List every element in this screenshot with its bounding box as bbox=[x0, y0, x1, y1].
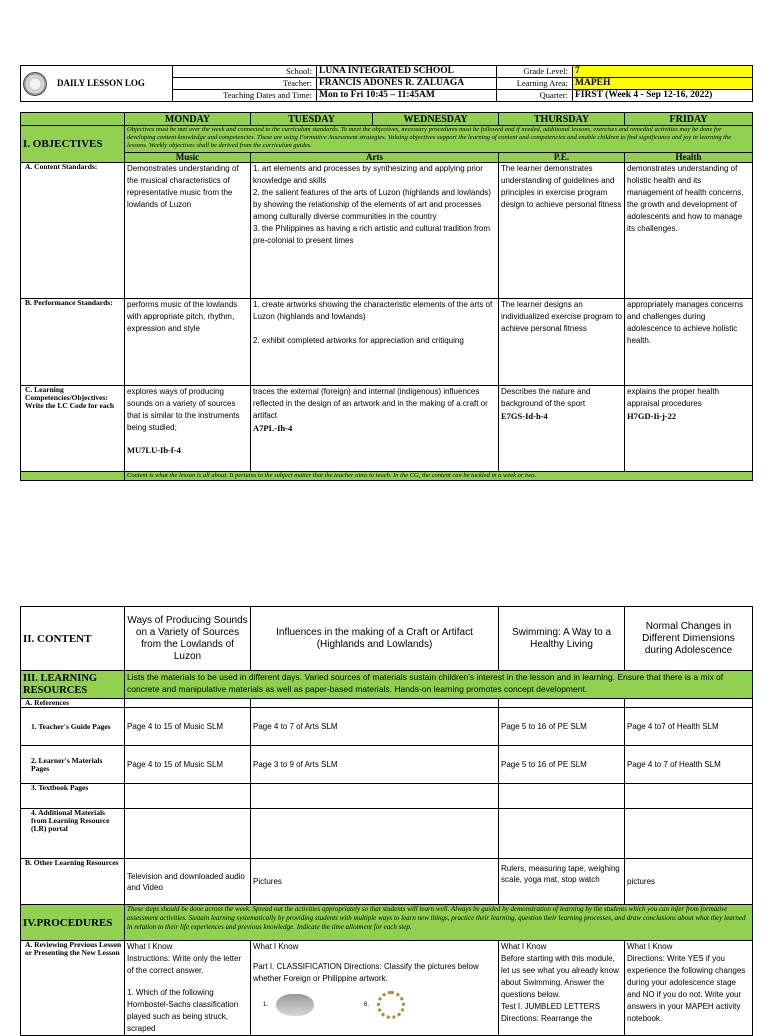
header-table bbox=[20, 65, 753, 102]
proc-music: What I Know Instructions: Write only the letter of the correct answer. 1. Which of the following Hornbostel-Sachs classification played such as being struck, scraped bbox=[125, 941, 251, 1036]
day-thursday: THURSDAY bbox=[499, 113, 625, 126]
clay-pot-icon bbox=[276, 994, 314, 1016]
textbook-pages-label: 3. Textbook Pages bbox=[21, 784, 125, 809]
reviewing-lesson-label: A. Reviewing Previous Lesson or Presenting the New Lesson bbox=[21, 941, 125, 1036]
teachers-guide-label: 1. Teacher's Guide Pages bbox=[21, 708, 125, 746]
school-label: School: bbox=[173, 66, 317, 78]
subject-music: Music bbox=[125, 153, 251, 163]
lm-health: Page 4 to 7 of Health SLM bbox=[625, 746, 753, 784]
proc-health: What I Know Directions: Write YES if you experience the following changes during your adolescence stage and NO if you do not. Write your answers in your MAPEH activity notebook. bbox=[625, 941, 753, 1036]
performance-standards-label: B. Performance Standards: bbox=[21, 299, 125, 386]
lm-pe: Page 5 to 16 of PE SLM bbox=[499, 746, 625, 784]
necklace-icon bbox=[377, 991, 405, 1019]
tg-music: Page 4 to 15 of Music SLM bbox=[125, 708, 251, 746]
procedures-note: These steps should be done across the week. Spread out the activities appropriately so that students will learn well. Always be guided by demonstration of learning by the students which you can infer from formative assessment activities. Sustain learning systematically by providing students with multiple ways to learn new things, practice their learning, question their learning processes, and draw conclusions about what they learned in relation to their life experiences and previous knowledge. Indicate the time allotment for each step. bbox=[125, 905, 753, 941]
resources-note: Lists the materials to be used in different days. Varied sources of materials sustain children's interest in the lesson and in learning. Ensure that there is a mix of concrete and manipulative materials as well as paper-based materials. Hands-on learning promotes concept development. bbox=[125, 671, 753, 699]
proc-pe: What I Know Before starting with this module, let us see what you already know about Swimming. Answer the questions below. Test I. JUMBLED LETTERS Directions: Rearrange the bbox=[499, 941, 625, 1036]
day-friday: FRIDAY bbox=[625, 113, 753, 126]
grade-value: 7 bbox=[573, 66, 753, 78]
grade-label: Grade Level: bbox=[497, 66, 573, 78]
cs-health: demonstrates understanding of holistic health and its management of health concerns, the growth and development of adolescents and how to manage its challenges. bbox=[625, 163, 753, 299]
content-note: Content is what the lesson is all about. It pertains to the subject matter that the teacher aims to teach. In the CG, the content can be tackled in a week or two. bbox=[125, 472, 753, 481]
proc-arts: What I Know Part I. CLASSIFICATION Directions: Classify the pictures below whether Foreign or Philippine artwork. 1. 6. bbox=[251, 941, 499, 1036]
quarter-value: FIRST (Week 4 - Sep 12-16, 2022) bbox=[573, 90, 753, 102]
ps-music: performs music of the lowlands with appropriate pitch, rhythm, expression and style bbox=[125, 299, 251, 386]
lc-health-code: H7GD-Ii-j-22 bbox=[627, 411, 677, 421]
teacher-value: FRANCIS ADONES R. ZALUAGA bbox=[317, 78, 497, 90]
deped-seal-icon bbox=[23, 72, 47, 96]
dates-label: Teaching Dates and Time: bbox=[173, 90, 317, 102]
day-wednesday: WEDNESDAY bbox=[373, 113, 499, 126]
tg-arts: Page 4 to 7 of Arts SLM bbox=[251, 708, 499, 746]
cs-music: Demonstrates understanding of the musical characteristics of representative music from the lowlands of Luzon bbox=[125, 163, 251, 299]
subject-health: Health bbox=[625, 153, 753, 163]
log-title: DAILY LESSON LOG bbox=[57, 78, 145, 88]
day-monday: MONDAY bbox=[125, 113, 251, 126]
lc-arts: traces the external (foreign) and internal (indigenous) influences reflected in the design of an artwork and in the making of a craft or artifact A7PL-Ih-4 bbox=[251, 386, 499, 472]
objectives-table bbox=[20, 112, 753, 481]
references-label: A. References bbox=[21, 699, 125, 708]
area-value: MAPEH bbox=[573, 78, 753, 90]
objectives-title: I. OBJECTIVES bbox=[21, 126, 125, 163]
subject-arts: Arts bbox=[251, 153, 499, 163]
other-health: pictures bbox=[625, 859, 753, 905]
content-title: II. CONTENT bbox=[21, 607, 125, 671]
ps-pe: The learner designs an individualized exercise program to achieve personal fitness bbox=[499, 299, 625, 386]
dates-value: Mon to Fri 10:45 – 11:45AM bbox=[317, 90, 497, 102]
day-tuesday: TUESDAY bbox=[251, 113, 373, 126]
cs-pe: The learner demonstrates understanding of guidelines and principles in exercise program design to achieve personal fitness bbox=[499, 163, 625, 299]
tg-pe: Page 5 to 16 of PE SLM bbox=[499, 708, 625, 746]
content-health: Normal Changes in Different Dimensions during Adolescence bbox=[625, 607, 753, 671]
objectives-note: Objectives must be met over the week and connected to the curriculum standards. To meet the objectives, necessary procedures must be followed and if needed, additional lessons, exercises and remedial activities may be done for developing content knowledge and competencies. These are using Formative Assessment strategies. Valuing objectives support the learning of content and competencies and enable children to find significance and joy in learning the lessons. Weekly objectives shall be derived from the curriculum guides. bbox=[125, 126, 753, 153]
resources-title: III. LEARNING RESOURCES bbox=[21, 671, 125, 699]
school-value: LUNA INTEGRATED SCHOOL bbox=[317, 66, 497, 78]
lr-portal-label: 4. Additional Materials from Learning Resource (LR) portal bbox=[21, 809, 125, 859]
area-label: Learning Area: bbox=[497, 78, 573, 90]
content-standards-label: A. Content Standards: bbox=[21, 163, 125, 299]
tg-health: Page 4 to7 of Health SLM bbox=[625, 708, 753, 746]
competencies-label: C. Learning Competencies/Objectives: Write the LC Code for each bbox=[21, 386, 125, 472]
lm-arts: Page 3 to 9 of Arts SLM bbox=[251, 746, 499, 784]
procedures-title: IV.PROCEDURES bbox=[21, 905, 125, 941]
subject-pe: P.E. bbox=[499, 153, 625, 163]
lc-pe-code: E7GS-Id-h-4 bbox=[501, 411, 548, 421]
lc-health: explains the proper health appraisal procedures H7GD-Ii-j-22 bbox=[625, 386, 753, 472]
other-pe: Rulers, measuring tape, weighing scale, yoga mat, stop watch bbox=[499, 859, 625, 905]
other-music: Television and downloaded audio and Video bbox=[125, 859, 251, 905]
logo-cell bbox=[21, 66, 173, 102]
lm-music: Page 4 to 15 of Music SLM bbox=[125, 746, 251, 784]
content-pe: Swimming: A Way to a Healthy Living bbox=[499, 607, 625, 671]
content-music: Ways of Producing Sounds on a Variety of Sources from the Lowlands of Luzon bbox=[125, 607, 251, 671]
teacher-label: Teacher: bbox=[173, 78, 317, 90]
other-resources-label: B. Other Learning Resources bbox=[21, 859, 125, 905]
quarter-label: Quarter: bbox=[497, 90, 573, 102]
ps-health: appropriately manages concerns and challenges during adolescence to achieve holistic health. bbox=[625, 299, 753, 386]
content-arts: Influences in the making of a Craft or Artifact (Highlands and Lowlands) bbox=[251, 607, 499, 671]
other-arts: Pictures bbox=[251, 859, 499, 905]
learners-materials-label: 2. Learner's Materials Pages bbox=[21, 746, 125, 784]
lc-music: explores ways of producing sounds on a variety of sources that is similar to the instruments being studied; MU7LU-Ib-f-4 bbox=[125, 386, 251, 472]
cs-arts: 1. art elements and processes by synthesizing and applying prior knowledge and skills 2. the salient features of the arts of Luzon (highlands and lowlands) by showing the relationship of the elements of art and processes among culturally diverse communities in the country 3. the Philippines as having a rich artistic and cultural tradition from pre-colonial to present times bbox=[251, 163, 499, 299]
lc-arts-code: A7PL-Ih-4 bbox=[253, 423, 293, 433]
ps-arts: 1. create artworks showing the characteristic elements of the arts of Luzon (highlands and lowlands) 2. exhibit completed artworks for appreciation and critiquing bbox=[251, 299, 499, 386]
content-table bbox=[20, 606, 753, 1036]
lc-music-code: MU7LU-Ib-f-4 bbox=[127, 445, 181, 455]
lc-pe: Describes the nature and background of the sport E7GS-Id-h-4 bbox=[499, 386, 625, 472]
